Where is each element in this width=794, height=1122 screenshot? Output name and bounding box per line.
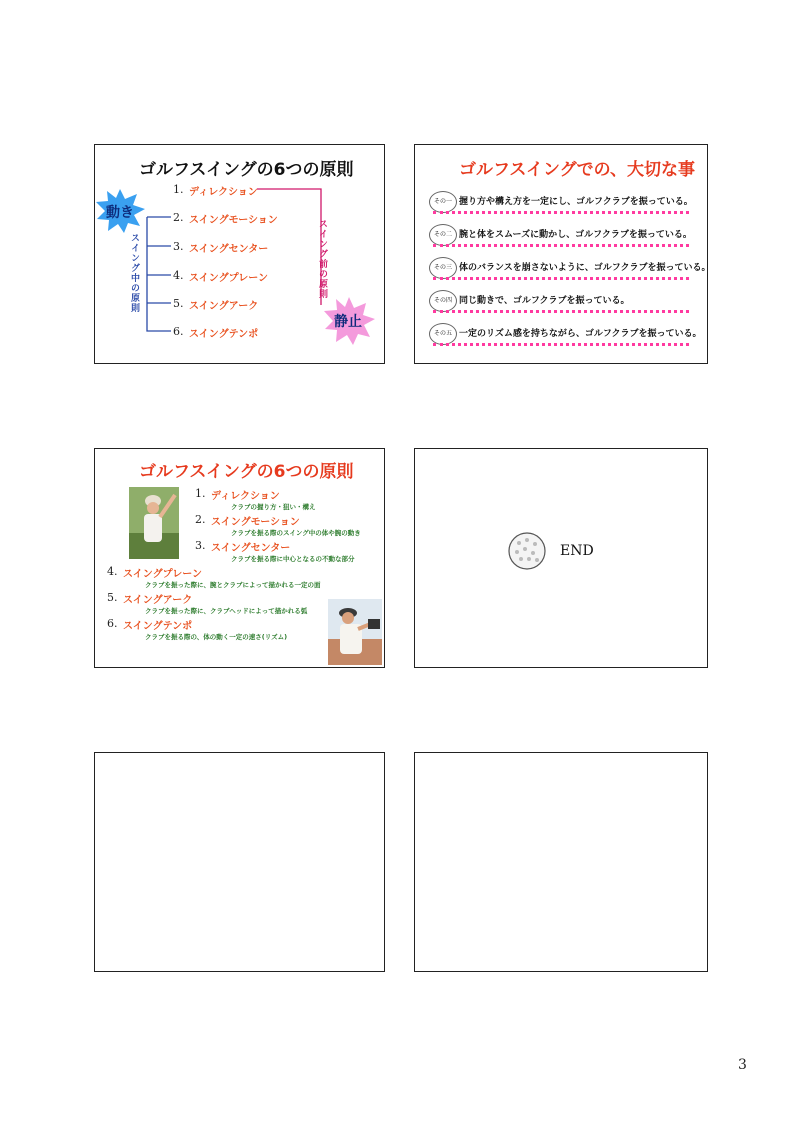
dotted-underline: [433, 310, 689, 313]
slide-3-title: ゴルフスイングの6つの原則: [139, 462, 354, 482]
item-description: クラブを振った際に、腕とクラブによって描かれる一定の面: [145, 581, 321, 589]
slide-2: [414, 144, 711, 364]
tip-badge-5: その五: [429, 323, 457, 345]
page-number: 3: [738, 1057, 747, 1073]
item-label: ディレクション: [211, 491, 280, 502]
item-number: 4.: [107, 565, 118, 578]
pre-swing-principles-label: スイング前の原則: [317, 219, 327, 299]
item-description: クラブの握り方・狙い・構え: [231, 503, 316, 511]
slide-5: [94, 752, 385, 972]
item-description: クラブを振った際に、クラブヘッドによって描かれる弧: [145, 607, 308, 615]
item-label: スイングテンポ: [189, 329, 259, 340]
tip-text: 体のバランスを崩さないように、ゴルフクラブを振っている。: [459, 263, 711, 273]
item-label: スイングアーク: [123, 595, 193, 606]
dotted-underline: [433, 343, 689, 346]
slide-6: [414, 752, 708, 972]
item-number: 6.: [173, 325, 184, 338]
item-label: スイングプレーン: [123, 569, 202, 580]
item-label: スイングプレーン: [189, 273, 268, 284]
item-number: 1.: [173, 183, 184, 196]
tip-badge-1: その一: [429, 191, 457, 213]
item-label: スイングセンター: [211, 543, 291, 554]
slide-4: [414, 448, 708, 668]
item-label: スイングモーション: [211, 517, 300, 528]
item-number: 1.: [195, 487, 206, 500]
dotted-underline: [433, 277, 689, 280]
item-description: クラブを振る際に中心となるの不動な部分: [231, 555, 355, 563]
tip-text: 一定のリズム感を持ちながら、ゴルフクラブを振っている。: [459, 329, 702, 339]
item-number: 3.: [195, 539, 206, 552]
item-number: 6.: [107, 617, 118, 630]
item-description: クラブを振る際のスイング中の体や腕の動き: [231, 529, 361, 537]
item-label: スイングセンター: [189, 244, 269, 255]
item-label: ディレクション: [189, 187, 258, 198]
end-label: END: [560, 543, 594, 559]
slide-2-title: ゴルフスイングでの、大切な事: [459, 160, 695, 180]
item-label: スイングテンポ: [123, 621, 193, 632]
tip-badge-2: その二: [429, 224, 457, 246]
in-swing-principles-label: スイング中の原則: [129, 233, 139, 313]
slide-1: [94, 144, 385, 364]
tip-text: 腕と体をスムーズに動かし、ゴルフクラブを振っている。: [459, 230, 692, 240]
item-number: 2.: [173, 211, 184, 224]
item-label: スイングアーク: [189, 301, 259, 312]
golf-ball-icon: [507, 531, 547, 571]
still-badge-label: 静止: [334, 314, 362, 330]
move-badge-label: 動き: [106, 205, 134, 221]
tip-text: 握り方や構え方を一定にし、ゴルフクラブを振っている。: [459, 197, 693, 207]
item-number: 5.: [107, 591, 118, 604]
slide-3: [94, 448, 385, 668]
item-number: 4.: [173, 269, 184, 282]
dotted-underline: [433, 211, 689, 214]
dotted-underline: [433, 244, 689, 247]
tip-text: 同じ動きで、ゴルフクラブを振っている。: [459, 296, 630, 306]
golfer-photo-1: [129, 487, 179, 559]
tip-badge-4: その四: [429, 290, 457, 312]
item-number: 2.: [195, 513, 206, 526]
item-number: 5.: [173, 297, 184, 310]
item-number: 3.: [173, 240, 184, 253]
item-label: スイングモーション: [189, 215, 278, 226]
item-description: クラブを振る際の、体の動く一定の速さ(リズム): [145, 633, 288, 641]
tip-badge-3: その三: [429, 257, 457, 279]
slide-1-title: ゴルフスイングの6つの原則: [139, 160, 354, 180]
golfer-photo-2: [328, 599, 382, 665]
